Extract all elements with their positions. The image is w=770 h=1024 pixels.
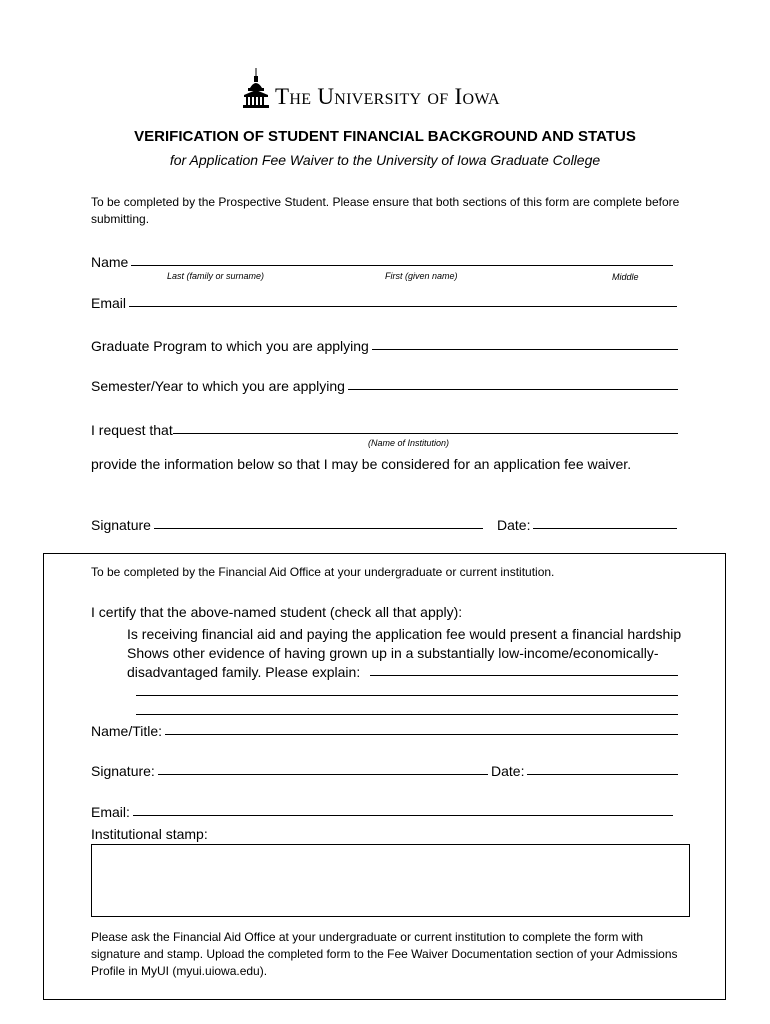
option-low-income[interactable]: Shows other evidence of having grown up in a substantially low-income/economically- (127, 645, 659, 661)
email-label: Email (91, 295, 127, 311)
program-label: Graduate Program to which you are applying (91, 338, 369, 354)
signature-line[interactable] (154, 528, 483, 529)
aid-signature-field[interactable] (91, 763, 488, 779)
date-label: Date: (497, 517, 531, 533)
stamp-label: Institutional stamp: (91, 826, 208, 842)
program-line[interactable] (372, 349, 678, 350)
name-field[interactable] (91, 254, 673, 270)
certify-text: I certify that the above-named student (check all that apply): (91, 604, 463, 620)
institution-line[interactable] (173, 433, 678, 434)
aid-email-label: Email: (91, 804, 130, 820)
aid-signature-label: Signature: (91, 763, 155, 779)
student-signature-field[interactable] (91, 517, 483, 533)
stamp-box[interactable] (91, 844, 690, 917)
provide-text: provide the information below so that I may be considered for an application fee waiver. (91, 456, 632, 472)
institution-hint: (Name of Institution) (368, 438, 450, 448)
aid-date-field[interactable] (491, 763, 678, 779)
aid-email-field[interactable] (91, 804, 673, 820)
date-line[interactable] (533, 528, 677, 529)
form-subtitle: for Application Fee Waiver to the University of Iowa Graduate College (169, 152, 601, 168)
name-title-line[interactable] (165, 734, 678, 735)
name-label: Name (91, 254, 129, 270)
email-field[interactable] (91, 295, 677, 311)
aid-date-label: Date: (491, 763, 525, 779)
student-intro: To be completed by the Prospective Student. Please ensure that both sections of this form are complete before submitting. (91, 195, 680, 226)
aid-signature-line[interactable] (158, 774, 488, 775)
student-date-field[interactable] (497, 517, 677, 533)
last-name-hint: Last (family or surname) (167, 271, 265, 281)
explain-label: disadvantaged family. Please explain: (127, 664, 361, 680)
institution-field[interactable] (91, 422, 678, 438)
university-logo (243, 64, 500, 108)
program-field[interactable] (91, 338, 678, 354)
semester-line[interactable] (348, 389, 678, 390)
footer-note: Please ask the Financial Aid Office at your undergraduate or current institution to complete the form with signature and stamp. Upload the completed form to the Fee Waiver Documentation section of your Admissions Profile in MyUI (myui.uiowa.edu). (91, 930, 678, 978)
name-title-label: Name/Title: (91, 723, 163, 739)
name-line[interactable] (131, 265, 673, 266)
option-hardship[interactable]: Is receiving financial aid and paying the application fee would present a financial hardship (127, 626, 682, 642)
explain-field[interactable] (127, 664, 678, 680)
middle-name-hint: Middle (612, 272, 639, 282)
form-title: VERIFICATION OF STUDENT FINANCIAL BACKGROUND AND STATUS (134, 128, 636, 145)
name-title-field[interactable] (91, 723, 678, 739)
request-label: I request that (91, 422, 173, 438)
old-capitol-icon (243, 68, 269, 108)
aid-email-line[interactable] (133, 815, 673, 816)
aid-date-line[interactable] (527, 774, 678, 775)
semester-label: Semester/Year to which you are applying (91, 378, 345, 394)
explain-line-1[interactable] (370, 675, 678, 676)
aid-intro: To be completed by the Financial Aid Office at your undergraduate or current institution. (91, 565, 555, 579)
semester-field[interactable] (91, 378, 678, 394)
first-name-hint: First (given name) (385, 271, 458, 281)
explain-line-3[interactable] (136, 714, 678, 715)
university-name: The University of Iowa (275, 84, 500, 109)
signature-label: Signature (91, 517, 151, 533)
explain-line-2[interactable] (136, 695, 678, 696)
email-line[interactable] (129, 306, 677, 307)
